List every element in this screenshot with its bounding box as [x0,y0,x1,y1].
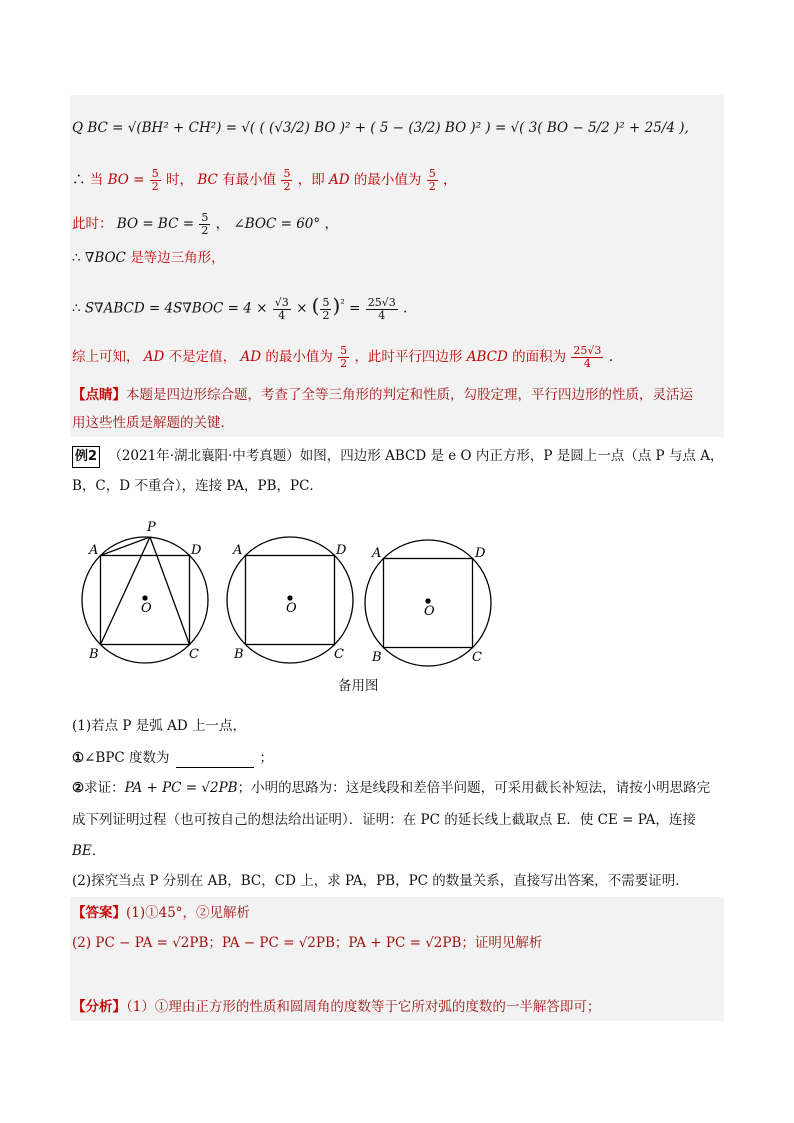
fraction-five-halves [427,168,438,193]
label-p: P [147,520,156,535]
solution-line-6 [72,345,613,370]
frac-num: 5 [428,167,436,180]
label-c: C [472,650,482,665]
analysis-line [72,997,600,1017]
label-b: B [372,650,382,665]
area-expression: S∇ABCD = 4S∇BOC = 4 × [84,300,268,317]
analysis-text: （1）①理由正方形的性质和圆周角的度数等于它所对弧的度数的一半解答即可； [126,999,601,1015]
label-d: D [336,543,347,558]
bo-bc-expression: BO = BC = [116,216,195,232]
text-fragment: ，此时平行四边形 [354,349,463,365]
comment-tag: 【点睛】 [72,387,126,403]
frac-num: 5 [322,295,330,309]
bc-formula-a: BC = √(BH² + CH²) = [87,120,242,136]
circled-two: ② [72,780,85,796]
text-fragment: 此时： [72,216,113,232]
center-dot [143,596,147,600]
question-1 [72,716,246,736]
therefore-symbol: ∴ [72,250,81,266]
text-fragment: 的面积为 [512,349,567,365]
bc-symbol: BC [197,172,218,188]
frac-num: 25√3 [573,344,602,357]
label-o: O [141,601,152,616]
fraction-25root3-4 [366,297,398,322]
label-d: D [475,546,486,561]
question-text: (2)探究当点 P 分别在 AB，BC，CD 上，求 PA，PB，PC 的数量关系，直接写出答案，不需要证明． [72,873,689,889]
frac-den: 2 [201,224,209,237]
text-fragment: ，即 [297,172,325,188]
semicolon: ； [259,750,274,766]
center-dot [288,596,292,600]
period: . [403,300,408,317]
solution-line-3 [72,212,338,237]
answer-text: (1)①45°，②见解析 [126,905,251,921]
square-symbol: ² [340,297,345,310]
therefore-symbol: ∴ [72,172,86,188]
frac-den: 4 [378,308,386,322]
text-fragment: 当 [89,172,104,188]
frac-den: 2 [283,180,291,193]
label-a: A [233,543,243,558]
solution-line-4 [72,248,225,268]
question-1a [72,748,273,768]
question-1b [72,778,710,798]
fraction-five-halves [281,168,292,193]
answer-text: (2) PC − PA = √2PB；PA − PC = √2PB；PA + PC = √2PB；证明见解析 [72,935,543,951]
figure-3 [365,540,491,666]
frac-den: 4 [278,308,286,322]
label-a: A [89,543,99,558]
frac-den: 2 [428,180,436,193]
frac-num: 5 [283,167,291,180]
example-text: B，C，D 不重合），连接 PA，PB，PC． [72,478,323,494]
question-text: 求证： [84,780,125,796]
figure-2 [227,537,353,663]
figure-caption: 备用图 [338,678,379,694]
fraction-five-halves [150,168,161,193]
question-text: (1)若点 P 是弧 AD 上一点， [72,718,246,734]
times-symbol: × [296,300,308,317]
ad-symbol: AD [329,172,350,188]
frac-num: √3 [274,295,289,309]
label-c: C [189,647,199,662]
text-fragment: 不是定值， [168,349,237,365]
ad-symbol: AD [143,349,165,365]
comment-text: 本题是四边形综合题，考查了全等三角形的判定和性质，勾股定理，平行四边形的性质，灵活运 [126,387,693,403]
therefore-symbol: ∴ [72,300,81,317]
text-fragment: 的最小值为 [353,172,422,188]
segment-pc [150,537,190,645]
analysis-tag: 【分析】 [72,999,126,1015]
bc-formula-b: √( ( (√3/2) BO )² + ( 5 − (3/2) BO )² ) = √( 3( BO − 5/2 )² + 25/4 ), [241,120,689,136]
period: . [608,349,614,365]
comment-line-1 [72,385,693,405]
question-text: BE． [72,843,106,859]
text-fragment: ， [443,172,457,188]
question-text: ；小明的思路为：这是线段和差倍半问题，可采用截长补短法，请按小明思路完 [237,780,711,796]
frac-den: 2 [340,357,348,370]
answer-tag: 【答案】 [72,905,126,921]
example-tag: 例2 [72,446,100,468]
label-b: B [89,647,99,662]
question-1b-end [72,841,105,861]
fraction-five-halves [320,297,331,322]
answer-line-1 [72,903,250,923]
proof-expression: PA + PC = √2PB [124,780,238,796]
question-1b-cont [72,810,696,830]
ad-symbol: AD [240,349,262,365]
frac-den: 4 [583,357,591,370]
because-symbol: Q [72,120,84,136]
text-fragment: 的最小值为 [265,349,333,365]
label-d: D [191,543,202,558]
example-line-1 [72,446,723,468]
angle-expression: ∠BOC = 60° [233,216,321,232]
center-dot [426,599,430,603]
text-fragment: 有最小值 [222,172,277,188]
frac-den: 2 [151,180,159,193]
text-fragment: 时， [166,172,194,188]
text-fragment: 是等边三角形， [130,250,225,266]
abcd-symbol: ABCD [466,349,508,365]
geometry-figures [0,515,794,715]
fraction-five-halves [338,345,349,370]
solution-line-1 [72,118,689,138]
text-fragment: ， [215,216,230,232]
frac-num: 5 [151,167,159,180]
question-text: 成下列证明过程（也可按自己的想法给出证明）．证明：在 PC 的延长线上截取点 E．使 CE = PA，连接 [72,812,696,828]
answer-line-2 [72,933,542,953]
text-fragment: 综上可知， [72,349,140,365]
bo-expression: BO = [107,172,145,188]
frac-num: 25√3 [367,295,396,309]
frac-num: 5 [201,211,209,224]
fraction-25root3-4 [571,345,603,370]
label-c: C [334,647,344,662]
solution-line-5: ∴ S∇ABCD = 4S∇BOC = 4 × $\frac{√3}{4}$ × ( $\frac{5}{2}$ )$^{^2}$ = $\frac{25√3}{4}$ . [72,293,408,322]
label-o: O [424,604,435,619]
example-text: （2021年·湖北襄阳·中考真题）如图，四边形 ABCD 是 e O 内正方形，P 是圆上一点（点 P 与点 A， [108,448,724,464]
label-b: B [234,647,244,662]
text-fragment: ， [324,216,338,232]
equals-symbol: = [349,300,361,317]
question-2 [72,871,689,891]
answer-blank[interactable] [176,753,254,768]
frac-den: 2 [322,308,330,322]
fraction-root3-4 [273,297,291,322]
comment-line-2 [72,413,234,433]
figure-1 [82,537,208,663]
frac-num: 5 [340,344,348,357]
fraction-five-halves [199,212,210,237]
label-o: O [286,601,297,616]
solution-line-2 [72,168,457,193]
circled-one: ① [72,750,85,766]
example-line-2 [72,476,323,496]
question-text: ∠BPC 度数为 [84,750,170,766]
label-a: A [372,546,382,561]
comment-text: 用这些性质是解题的关键． [72,415,234,431]
triangle-symbol: ∇BOC [84,250,126,266]
